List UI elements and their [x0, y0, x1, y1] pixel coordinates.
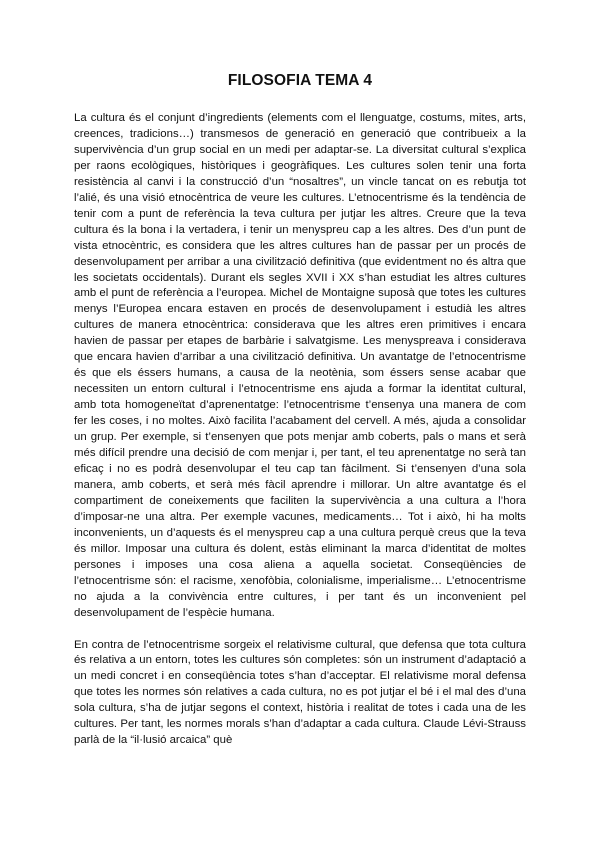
paragraph-relativisme: En contra de l’etnocentrisme sorgeix el relativisme cultural, que defensa que tota cultura és relativa a un entorn, totes les cultures són completes: són un instrument d’adaptació a un medi concret i en conseqüència totes s’han d’acceptar. El relativisme moral defensa que totes les normes són relatives a cada cultura, no es pot jutjar el bé i el mal des d’una sola cultura, s’ha de jutjar segons el context, història i realitat de totes i cada una de les cultures. Per tant, les normes morals s’han d’adaptar a cada cultura. Claude Lévi-Strauss parlà de la “il·lusió arcaica” què [74, 638, 526, 747]
page-title: FILOSOFIA TEMA 4 [227, 72, 373, 89]
paragraph-etnocentrisme: La cultura és el conjunt d’ingredients (elements com el llenguatge, costums, mites, arts, creences, tradicions…) transmesos de generació en generació que contribueix a la supervivència d’un grup social en un medi per adaptar-se. La diversitat cultural s’explica per raons ecològiques, històriques i geogràfiques. Les cultures solen tenir una forta resistència al canvi i la construcció d’un “nosaltres”, un vincle tancat on es rebutja tot l’alié, és una visió etnocèntrica de veure les cultures. L’etnocentrisme és la tendència de tenir com a punt de referència la teva cultura per jutjar les altres. Creure que la teva cultura és la bona i la vertadera, i tenir un menyspreu cap a les altres. Des d’un punt de vista etnocèntric, es considera que les altres cultures han de passar per un procés de desenvolupament per arribar a una civilització definitiva (que evidentment no és altra que les societats occidentals). Durant els segles XVII i XX s’han estudiat les altres cultures amb el punt de referència a l’europea. Michel de Montaigne suposà que totes les cultures menys l’Europea encara estaven en procés de desenvolupament i estudià les altres cultures de manera etnocèntrica: considerava que les altres eren primitives i encara havien de passar per etapes de barbàrie i salvatgisme. Les menyspreava i considerava que encara havien d’arribar a una civilització definitiva. Un avantatge de l’etnocentrisme és que els éssers humans, a causa de la neotènia, som éssers sense acabar que necessiten un entorn cultural i l’etnocentrisme ens ajuda a formar la identitat cultural, amb tota homogeneïtat d’aprenentatge: l’etnocentrisme t’ensenya una manera de com fer les coses, i no moltes. Això facilita l’acabament del cervell. A més, ajuda a consolidar un grup. Per exemple, si t’ensenyen que pots menjar amb coberts, pals o mans et serà més difícil prendre una decisió de com menjar i, per tant, el teu aprenentatge no serà tan eficaç i no es podrà desenvolupar el teu cap tan fàcilment. Si t’ensenyen d’una sola manera, amb coberts, et serà més fàcil aprendre i millorar. Un altre avantatge és el compartiment de coneixements que faciliten la supervivència a una cultura a l’hora d’imposar-ne una altra. Per exemple vacunes, medicaments… Tot i això, hi ha molts inconvenients, un d’aquests és el menyspreu cap a una cultura perquè creus que la teva és millor. Imposar una cultura és dolent, estàs eliminant la marca d’identitat de moltes persones i imposes una cosa aliena a aquella societat. Conseqüències de l’etnocentrisme són: el racisme, xenofòbia, colonialisme, imperialisme… L’etnocentrisme no ajuda a la convivència entre cultures, i per tant és un inconvenient pel desenvolupament de l’espècie humana. [74, 112, 526, 619]
document-body [74, 111, 526, 749]
